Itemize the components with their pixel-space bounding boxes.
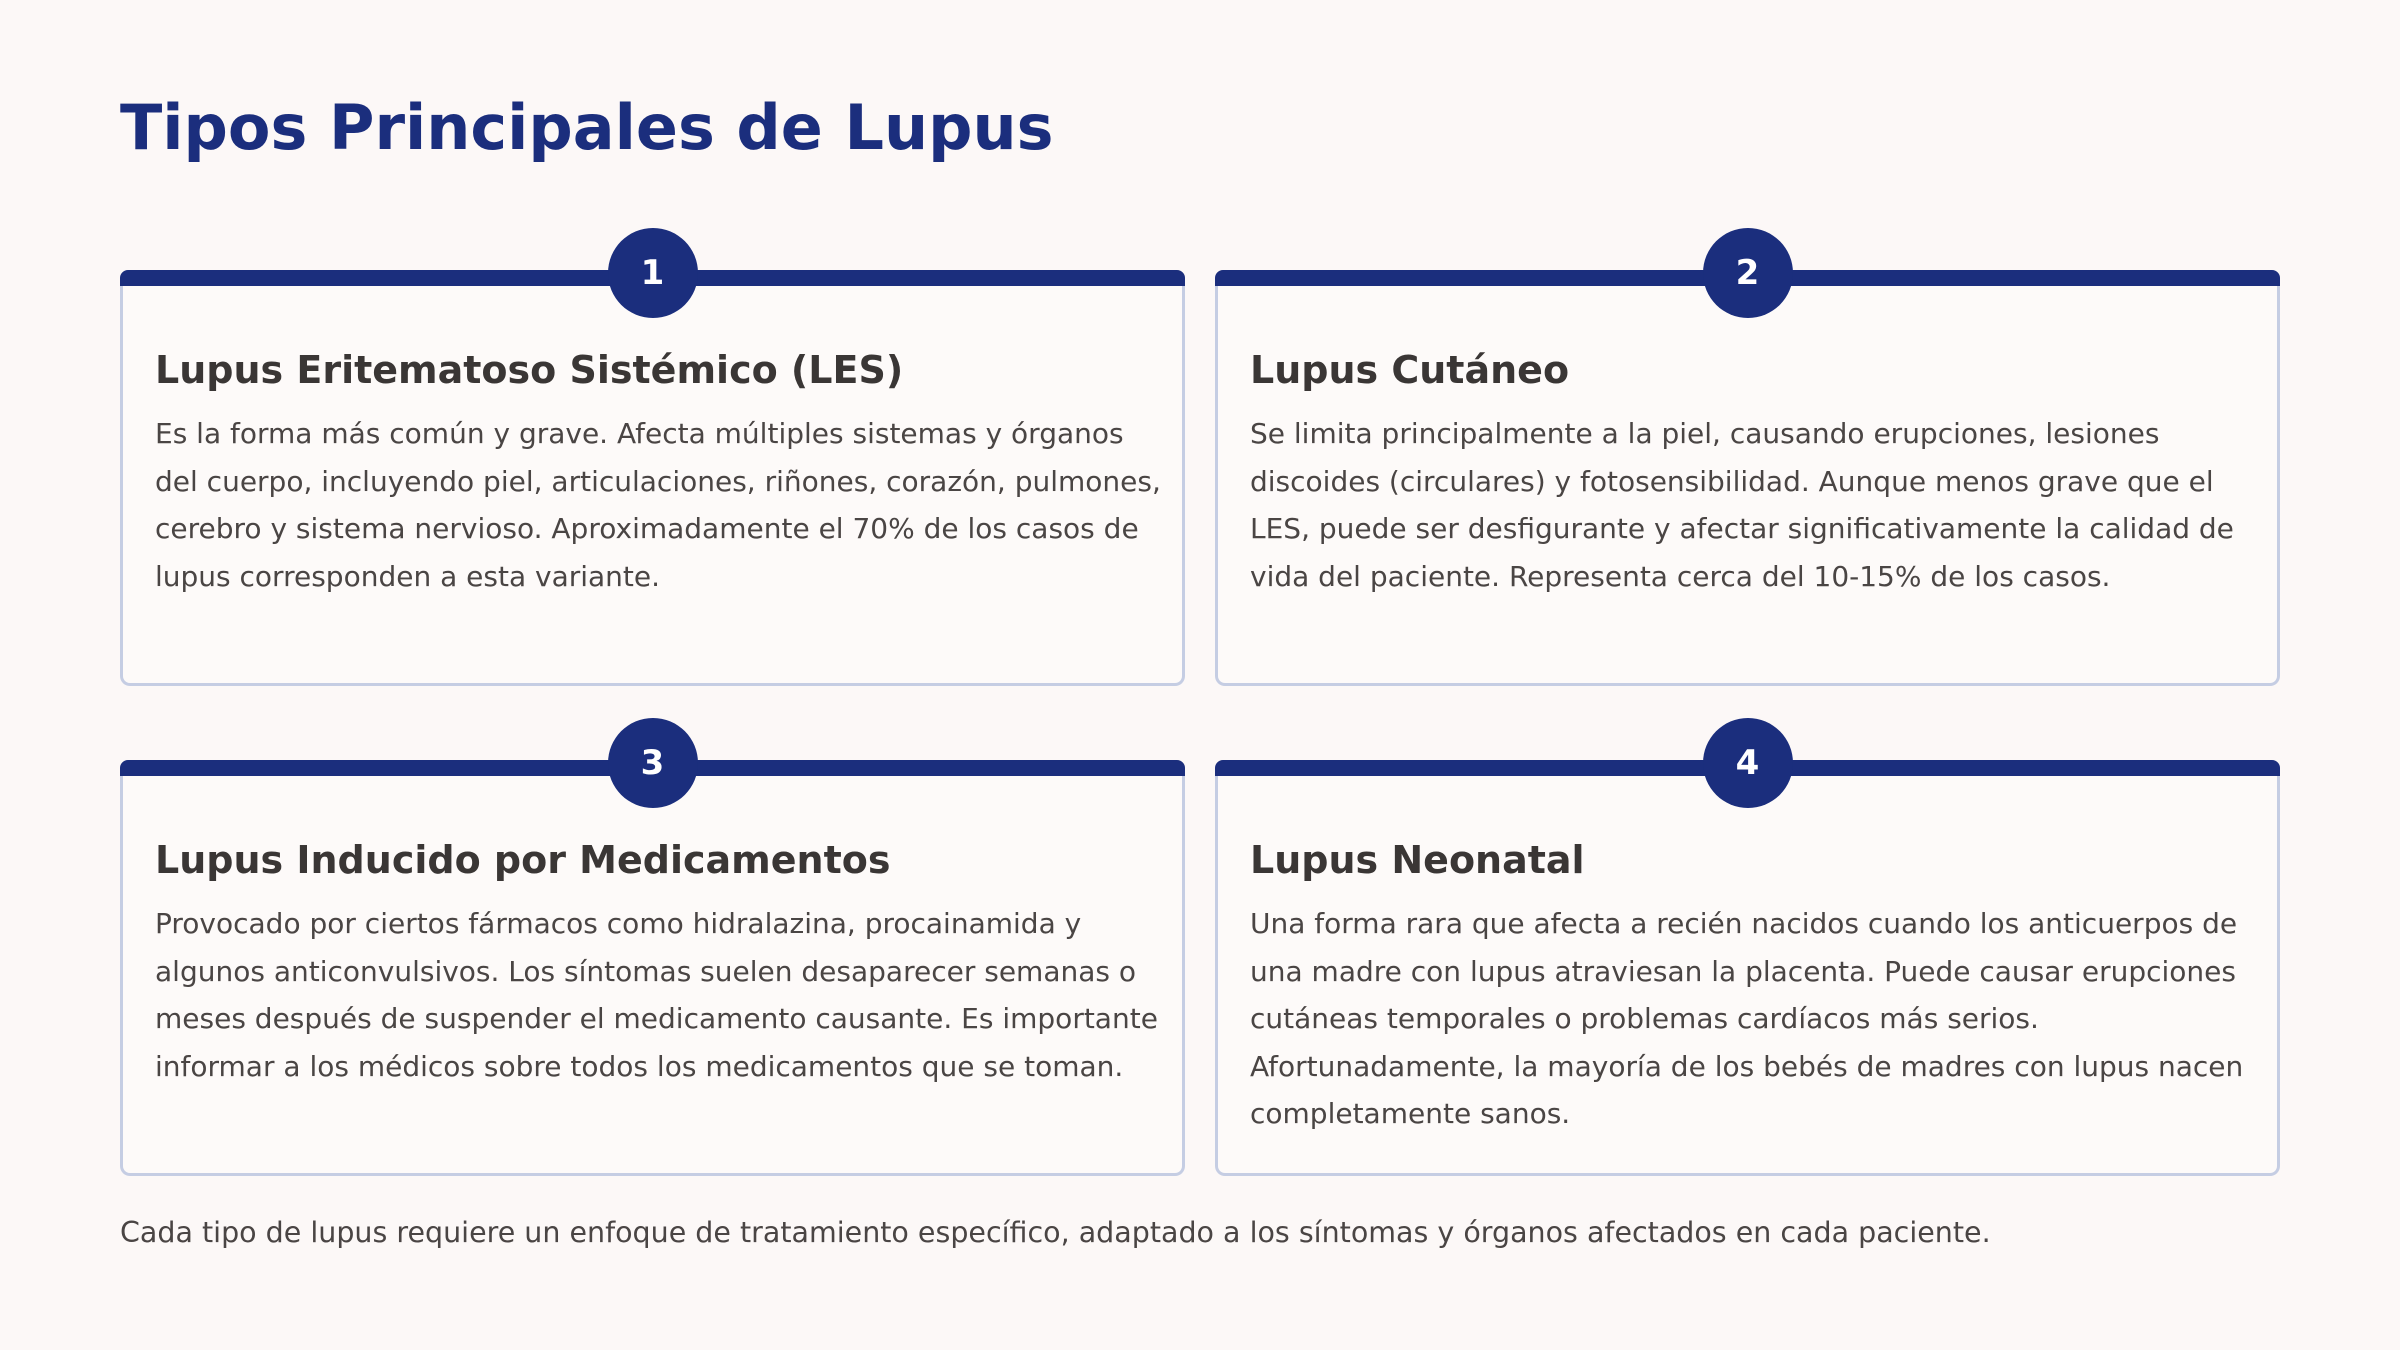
lupus-type-card-3: [120, 743, 1185, 1176]
lupus-type-card-4: [1215, 743, 2280, 1176]
lupus-type-card-2: [1215, 253, 2280, 686]
page-title: Tipos Principales de Lupus: [120, 91, 1054, 164]
card-description: Es la forma más común y grave. Afecta múltiples sistemas y órganos del cuerpo, incluyendo piel, articulaciones, riñones, corazón, pulmones, cerebro y sistema nervioso. Aproximadamente el 70% de los casos de lupus corresponden a esta variante.: [155, 417, 1161, 593]
card-title: Lupus Neonatal: [1250, 838, 1585, 882]
card-number-badge: 1: [608, 228, 698, 318]
card-number-badge: 3: [608, 718, 698, 808]
card-description: Una forma rara que afecta a recién nacidos cuando los anticuerpos de una madre con lupus atraviesan la placenta. Puede causar erupciones cutáneas temporales o problemas cardíacos más serios. Afortunadamente, la mayoría de los bebés de madres con lupus nacen completamente sanos.: [1250, 907, 2244, 1130]
card-number-badge: 4: [1703, 718, 1793, 808]
card-title: Lupus Inducido por Medicamentos: [155, 838, 891, 882]
card-number-badge: 2: [1703, 228, 1793, 318]
card-description: Se limita principalmente a la piel, causando erupciones, lesiones discoides (circulares) y fotosensibilidad. Aunque menos grave que el LES, puede ser desfigurante y afectar significativamente la calidad de vida del paciente. Representa cerca del 10-15% de los casos.: [1250, 417, 2234, 593]
lupus-type-card-1: [120, 253, 1185, 686]
card-title: Lupus Eritematoso Sistémico (LES): [155, 348, 904, 392]
card-description: Provocado por ciertos fármacos como hidralazina, procainamida y algunos anticonvulsivos. Los síntomas suelen desaparecer semanas o meses después de suspender el medicamento causante. Es importante informar a los médicos sobre todos los medicamentos que se toman.: [155, 907, 1158, 1083]
card-title: Lupus Cutáneo: [1250, 348, 1570, 392]
footer-note: Cada tipo de lupus requiere un enfoque de tratamiento específico, adaptado a los síntomas y órganos afectados en cada paciente.: [120, 1216, 1991, 1249]
